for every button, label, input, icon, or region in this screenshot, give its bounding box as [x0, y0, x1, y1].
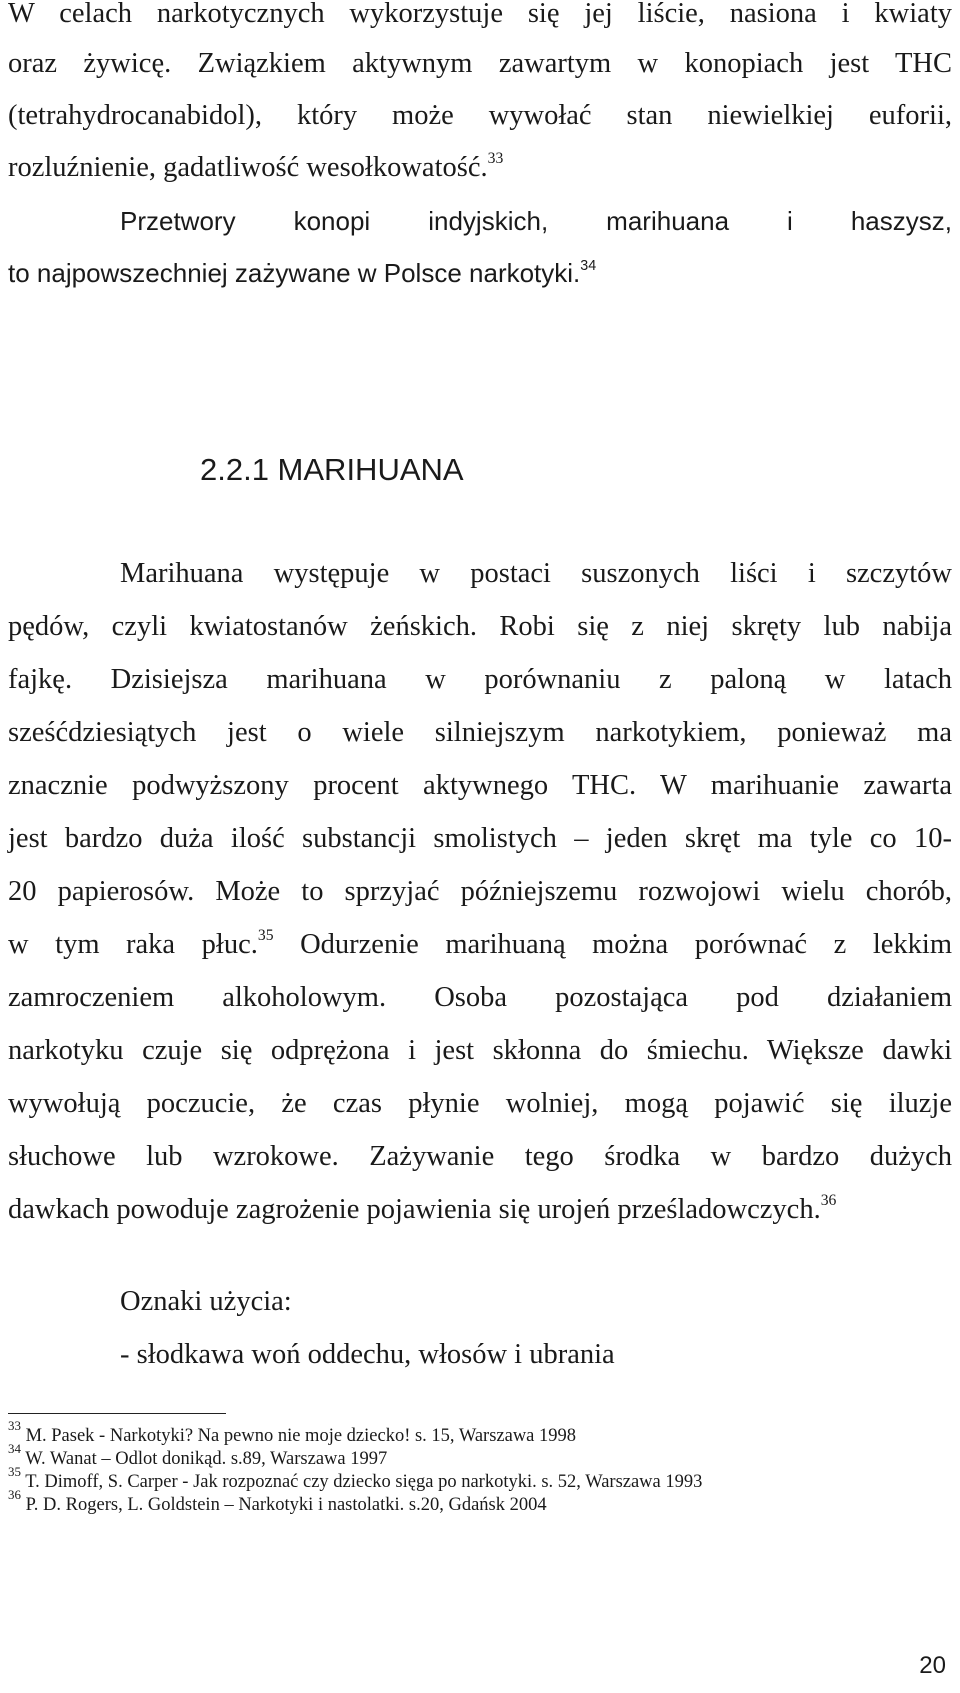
- footnote-number: 35: [8, 1464, 21, 1479]
- footnote-number: 36: [8, 1487, 21, 1502]
- footnote-text: M. Pasek - Narkotyki? Na pewno nie moje dziecko! s. 15, Warszawa 1998: [25, 1426, 577, 1446]
- paragraph-line: zamroczeniem alkoholowym. Osoba pozostająca pod działaniem: [8, 982, 952, 1013]
- line-text: dawkach powoduje zagrożenie pojawienia się urojeń prześladowczych.: [8, 1194, 821, 1225]
- paragraph-line: Przetwory konopi indyjskich, marihuana i haszysz,: [120, 206, 952, 236]
- signs-title: Oznaki użycia:: [120, 1286, 292, 1317]
- paragraph-line: [8, 927, 952, 963]
- paragraph-line: (tetrahydrocanabidol), który może wywołać stan niewielkiej euforii,: [8, 100, 952, 131]
- paragraph-line: wywołują poczucie, że czas płynie wolniej, mogą pojawić się iluzje: [8, 1088, 952, 1119]
- footnote: [8, 1464, 703, 1494]
- footnote: [8, 1441, 388, 1471]
- footnote-separator: [8, 1413, 226, 1414]
- footnote: [8, 1487, 547, 1517]
- paragraph-line: W celach narkotycznych wykorzystuje się jej liście, nasiona i kwiaty: [8, 0, 952, 29]
- paragraph-line: [8, 1192, 952, 1228]
- footnote-text: T. Dimoff, S. Carper - Jak rozpoznać czy dziecko sięga po narkotyki. s. 52, Warszawa 1993: [25, 1472, 703, 1492]
- line-text: to najpowszechniej zażywane w Polsce narkotyki.: [8, 258, 581, 288]
- line-text: w tym raka płuc.: [8, 929, 258, 960]
- footnote-text: P. D. Rogers, L. Goldstein – Narkotyki i nastolatki. s.20, Gdańsk 2004: [25, 1495, 547, 1515]
- paragraph-line: pędów, czyli kwiatostanów żeńskich. Robi się z niej skręty lub nabija: [8, 611, 952, 642]
- paragraph-line: [8, 255, 952, 291]
- paragraph-line: znacznie podwyższony procent aktywnego THC. W marihuanie zawarta: [8, 770, 952, 801]
- footnote-ref: 33: [487, 149, 504, 167]
- paragraph-line: oraz żywicę. Związkiem aktywnym zawartym w konopiach jest THC: [8, 48, 952, 79]
- paragraph-line: słuchowe lub wzrokowe. Zażywanie tego środka w bardzo dużych: [8, 1141, 952, 1172]
- paragraph-line: Marihuana występuje w postaci suszonych liści i szczytów: [120, 558, 952, 589]
- footnote-number: 33: [8, 1418, 21, 1433]
- paragraph-line: jest bardzo duża ilość substancji smolistych – jeden skręt ma tyle co 10-: [8, 823, 952, 854]
- paragraph-line: 20 papierosów. Może to sprzyjać późniejszemu rozwojowi wielu chorób,: [8, 876, 952, 907]
- paragraph-line: fajkę. Dzisiejsza marihuana w porównaniu z paloną w latach: [8, 664, 952, 695]
- page-number: 20: [919, 1652, 946, 1679]
- paragraph-line: narkotyku czuje się odprężona i jest skłonna do śmiechu. Większe dawki: [8, 1035, 952, 1066]
- footnote-number: 34: [8, 1441, 21, 1456]
- paragraph-line: [8, 150, 952, 186]
- line-text: rozluźnienie, gadatliwość wesołkowatość.: [8, 152, 488, 183]
- section-heading: 2.2.1 MARIHUANA: [200, 452, 464, 487]
- signs-list-item: - słodkawa woń oddechu, włosów i ubrania: [120, 1339, 615, 1370]
- footnote-ref: 36: [820, 1191, 837, 1209]
- footnote-ref: 34: [580, 257, 597, 274]
- footnote-text: W. Wanat – Odlot donikąd. s.89, Warszawa 1997: [25, 1449, 388, 1469]
- paragraph-line: sześćdziesiątych jest o wiele silniejszym narkotykiem, ponieważ ma: [8, 717, 952, 748]
- line-text: Odurzenie marihuaną można porównać z lekkim: [273, 929, 953, 960]
- footnote: [8, 1418, 577, 1448]
- footnote-ref: 35: [257, 926, 274, 944]
